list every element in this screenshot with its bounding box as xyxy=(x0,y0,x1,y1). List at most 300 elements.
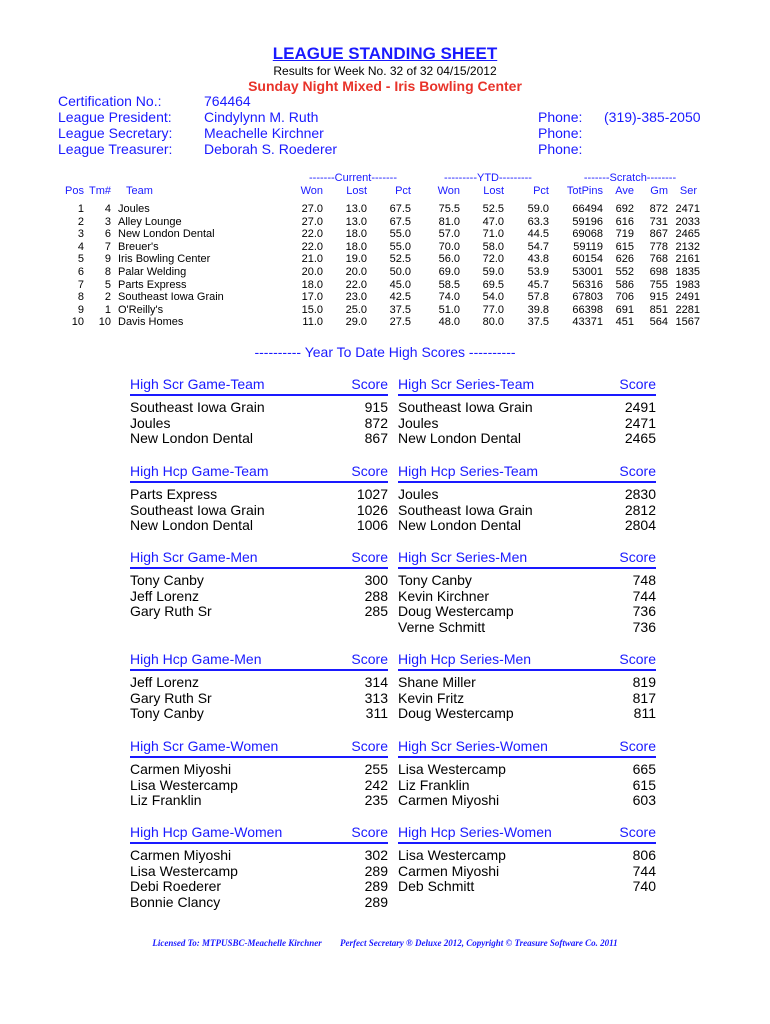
standings-column-header: Lost xyxy=(483,185,504,197)
list-item xyxy=(398,847,656,863)
page-subtitle: Results for Week No. 32 of 32 04/15/2012 xyxy=(273,64,497,78)
section-score-label: Score xyxy=(351,376,388,392)
table-cell: 67.5 xyxy=(389,215,411,228)
score-value: 1027 xyxy=(356,486,388,502)
standings-column-header: TotPins xyxy=(566,185,603,197)
table-cell: 81.0 xyxy=(438,215,460,228)
table-row xyxy=(0,216,770,229)
score-value: 302 xyxy=(364,847,388,863)
bowler-name: Verne Schmitt xyxy=(398,618,486,635)
table-cell: Palar Welding xyxy=(118,266,187,278)
table-cell: 37.5 xyxy=(527,316,549,329)
table-cell: 706 xyxy=(615,291,634,304)
section-score-label: Score xyxy=(619,824,656,840)
table-cell: 58.0 xyxy=(482,240,504,253)
list-item xyxy=(398,486,656,502)
officer-value: Deborah S. Roederer xyxy=(204,141,338,157)
high-score-section xyxy=(398,463,656,533)
bowler-name: Gary Ruth Sr xyxy=(130,603,212,619)
high-score-section xyxy=(130,463,388,533)
list-item xyxy=(130,399,388,415)
bowler-name: Bonnie Clancy xyxy=(130,893,221,910)
list-item xyxy=(130,847,388,863)
table-cell: 59119 xyxy=(573,240,603,253)
list-item xyxy=(130,878,388,894)
score-value: 811 xyxy=(633,705,656,721)
score-value: 817 xyxy=(632,689,656,706)
list-item xyxy=(130,777,388,793)
section-header xyxy=(398,376,656,396)
list-item xyxy=(130,761,388,777)
score-value: 736 xyxy=(632,618,656,635)
table-cell: 755 xyxy=(649,278,668,291)
table-cell: 586 xyxy=(615,278,634,291)
table-cell: 57.0 xyxy=(438,228,460,241)
section-title: High Hcp Series-Men xyxy=(398,651,532,667)
table-cell: 9 xyxy=(77,303,84,316)
table-row xyxy=(0,291,770,304)
score-value: 313 xyxy=(364,689,388,706)
table-cell: 77.0 xyxy=(482,303,504,316)
score-value: 255 xyxy=(364,761,388,777)
section-title: High Hcp Series-Team xyxy=(398,463,539,479)
table-cell: 2 xyxy=(77,215,84,228)
bowler-name: Kevin Kirchner xyxy=(398,587,490,604)
table-cell: 2465 xyxy=(675,228,700,241)
bowler-name: Joules xyxy=(398,414,439,431)
score-value: 285 xyxy=(364,603,388,619)
table-cell: 5 xyxy=(77,253,84,266)
section-score-label: Score xyxy=(619,463,656,479)
table-cell: 7 xyxy=(104,240,111,253)
high-score-section xyxy=(398,549,656,634)
bowler-name: Jeff Lorenz xyxy=(130,587,200,604)
table-cell: 20.0 xyxy=(345,266,367,278)
table-cell: 59196 xyxy=(572,215,603,228)
standings-group-ytd: ---------YTD--------- xyxy=(444,172,532,184)
table-cell: 59.0 xyxy=(527,203,549,215)
bowler-name: New London Dental xyxy=(130,430,253,446)
score-value: 2830 xyxy=(624,486,656,502)
score-value: 300 xyxy=(364,572,388,588)
score-value: 311 xyxy=(365,705,388,721)
list-item xyxy=(130,863,388,879)
table-cell: 48.0 xyxy=(438,316,460,329)
standings-column-header: Won xyxy=(437,185,460,197)
list-item xyxy=(398,674,656,690)
bowler-name: Gary Ruth Sr xyxy=(130,689,212,706)
high-scores-title: ---------- Year To Date High Scores ---------- xyxy=(254,344,516,360)
table-cell: 731 xyxy=(649,215,668,228)
officer-value: 764464 xyxy=(204,93,251,109)
table-cell: 18.0 xyxy=(345,240,367,253)
standings-column-header: Pct xyxy=(533,185,549,197)
table-cell: Alley Lounge xyxy=(118,215,182,228)
list-item xyxy=(398,619,656,635)
table-cell: 552 xyxy=(615,266,634,278)
list-item xyxy=(398,792,656,808)
section-score-label: Score xyxy=(351,738,388,754)
table-cell: 58.5 xyxy=(438,278,460,291)
table-cell: 51.0 xyxy=(438,303,460,316)
list-item xyxy=(398,572,656,588)
standings-column-header: Pct xyxy=(395,185,411,197)
table-cell: 4 xyxy=(77,240,84,253)
table-cell: 615 xyxy=(615,240,634,253)
standings-column-header: Ser xyxy=(679,185,697,197)
bowler-name: Liz Franklin xyxy=(130,792,202,808)
table-cell: Davis Homes xyxy=(118,316,184,329)
table-cell: 616 xyxy=(615,215,634,228)
officer-label: League Treasurer: xyxy=(58,141,173,157)
bowler-name: Carmen Miyoshi xyxy=(398,862,500,879)
table-cell: 2161 xyxy=(675,253,700,266)
section-score-label: Score xyxy=(619,738,656,754)
high-score-section xyxy=(398,738,656,808)
list-item xyxy=(130,486,388,502)
table-cell: 66398 xyxy=(572,303,603,316)
bowler-name: Southeast Iowa Grain xyxy=(130,399,265,415)
table-cell: 13.0 xyxy=(345,203,367,215)
list-item xyxy=(130,415,388,431)
table-cell: 27.0 xyxy=(301,203,323,215)
section-title: High Scr Game-Men xyxy=(130,549,258,565)
table-cell: 19.0 xyxy=(345,253,367,266)
score-value: 2471 xyxy=(624,414,656,431)
table-cell: 56.0 xyxy=(438,253,460,266)
score-value: 1006 xyxy=(356,517,388,533)
list-item xyxy=(130,792,388,808)
section-title: High Scr Game-Women xyxy=(130,738,279,754)
score-value: 744 xyxy=(632,862,656,879)
table-cell: 10 xyxy=(71,316,84,329)
list-item xyxy=(398,502,656,518)
table-cell: 18.0 xyxy=(301,278,323,291)
table-cell: 5 xyxy=(104,278,111,291)
section-score-label: Score xyxy=(619,376,656,392)
table-cell: 39.8 xyxy=(527,303,549,316)
section-title: High Scr Series-Team xyxy=(398,376,535,392)
table-cell: 768 xyxy=(649,253,668,266)
table-cell: 75.5 xyxy=(438,203,460,215)
score-value: 2812 xyxy=(624,501,656,518)
score-value: 736 xyxy=(632,603,656,619)
table-cell: 70.0 xyxy=(438,240,460,253)
bowler-name: Debi Roederer xyxy=(130,878,222,894)
section-score-label: Score xyxy=(351,651,388,667)
bowler-name: Lisa Westercamp xyxy=(398,761,506,777)
table-cell: 10 xyxy=(98,316,111,329)
bowler-name: Southeast Iowa Grain xyxy=(398,399,533,415)
score-value: 289 xyxy=(364,862,388,879)
table-cell: 25.0 xyxy=(345,303,367,316)
list-item xyxy=(130,674,388,690)
table-cell: 21.0 xyxy=(301,253,323,266)
score-value: 289 xyxy=(364,893,388,910)
score-value: 242 xyxy=(364,776,388,793)
table-cell: 6 xyxy=(77,266,84,278)
table-cell: 1 xyxy=(77,203,84,215)
bowler-name: New London Dental xyxy=(398,517,521,533)
section-score-label: Score xyxy=(351,463,388,479)
table-cell: 43.8 xyxy=(527,253,549,266)
table-row xyxy=(0,241,770,254)
table-row xyxy=(0,304,770,317)
table-cell: 57.8 xyxy=(527,291,549,304)
score-value: 806 xyxy=(632,847,656,863)
officer-label: League President: xyxy=(58,109,172,125)
table-cell: Joules xyxy=(118,203,150,215)
high-score-section xyxy=(130,376,388,446)
score-value: 615 xyxy=(632,776,656,793)
section-header xyxy=(130,824,388,844)
table-cell: 60154 xyxy=(572,253,603,266)
officer-label: Certification No.: xyxy=(58,93,162,109)
bowler-name: Tony Canby xyxy=(130,572,204,588)
standings-column-header: Won xyxy=(300,185,323,197)
list-item xyxy=(398,430,656,446)
footer-copyright: Perfect Secretary ® Deluxe 2012, Copyright © Treasure Software Co. 2011 xyxy=(340,938,618,948)
section-header xyxy=(130,738,388,758)
table-cell: 53001 xyxy=(572,266,603,278)
table-cell: 52.5 xyxy=(389,253,411,266)
bowler-name: Southeast Iowa Grain xyxy=(398,501,533,518)
score-value: 740 xyxy=(632,878,656,894)
phone-value: (319)-385-2050 xyxy=(604,109,701,125)
table-cell: 2471 xyxy=(675,203,700,215)
officer-value: Cindylynn M. Ruth xyxy=(204,109,319,125)
section-score-label: Score xyxy=(351,549,388,565)
bowler-name: Southeast Iowa Grain xyxy=(130,501,265,518)
bowler-name: Carmen Miyoshi xyxy=(130,761,232,777)
list-item xyxy=(398,863,656,879)
table-cell: 52.5 xyxy=(482,203,504,215)
table-cell: 80.0 xyxy=(482,316,504,329)
section-header xyxy=(398,738,656,758)
list-item xyxy=(398,690,656,706)
section-header xyxy=(398,824,656,844)
list-item xyxy=(130,517,388,533)
standings-column-header: Team xyxy=(126,185,153,197)
bowler-name: Lisa Westercamp xyxy=(130,862,238,879)
table-cell: 67.5 xyxy=(389,203,411,215)
list-item xyxy=(130,603,388,619)
table-cell: O'Reilly's xyxy=(118,303,164,316)
table-cell: 1835 xyxy=(675,266,700,278)
table-cell: 53.9 xyxy=(527,266,549,278)
section-header xyxy=(130,651,388,671)
table-row xyxy=(0,316,770,329)
table-cell: 45.0 xyxy=(389,278,411,291)
table-cell: Southeast Iowa Grain xyxy=(118,291,224,304)
table-cell: 22.0 xyxy=(345,278,367,291)
table-cell: 719 xyxy=(615,228,634,241)
table-cell: 872 xyxy=(649,203,668,215)
table-cell: 55.0 xyxy=(389,228,411,241)
league-name: Sunday Night Mixed - Iris Bowling Center xyxy=(248,78,522,94)
table-cell: 2491 xyxy=(675,291,700,304)
score-value: 235 xyxy=(364,792,388,808)
table-cell: 778 xyxy=(649,240,668,253)
table-cell: 42.5 xyxy=(389,291,411,304)
section-title: High Scr Series-Men xyxy=(398,549,528,565)
high-score-section xyxy=(130,738,388,808)
table-cell: Iris Bowling Center xyxy=(118,253,211,266)
table-cell: 44.5 xyxy=(527,228,549,241)
table-cell: 9 xyxy=(104,253,111,266)
table-cell: 867 xyxy=(649,228,668,241)
table-row xyxy=(0,266,770,279)
table-cell: 851 xyxy=(649,303,668,316)
section-title: High Scr Series-Women xyxy=(398,738,548,754)
standings-column-header: Gm xyxy=(650,185,668,197)
table-cell: 1567 xyxy=(675,316,700,329)
table-cell: 22.0 xyxy=(301,240,323,253)
officer-label: League Secretary: xyxy=(58,125,173,141)
table-cell: Breuer's xyxy=(118,240,159,253)
standings-column-header: Ave xyxy=(615,185,634,197)
high-score-section xyxy=(130,549,388,619)
table-cell: 72.0 xyxy=(482,253,504,266)
score-value: 1026 xyxy=(356,501,388,518)
bowler-name: New London Dental xyxy=(398,430,521,446)
footer-license: Licensed To: MTPUSBC-Meachelle Kirchner xyxy=(152,938,322,948)
table-cell: 13.0 xyxy=(345,215,367,228)
table-cell: 22.0 xyxy=(301,228,323,241)
high-score-section xyxy=(398,376,656,446)
score-value: 872 xyxy=(364,414,388,431)
officer-value: Meachelle Kirchner xyxy=(204,125,324,141)
section-header xyxy=(398,463,656,483)
table-cell: 2132 xyxy=(675,240,700,253)
table-cell: 43371 xyxy=(572,316,603,329)
section-header xyxy=(130,376,388,396)
score-value: 2491 xyxy=(624,399,656,415)
table-cell: 69068 xyxy=(572,228,603,241)
list-item xyxy=(130,894,388,910)
score-value: 867 xyxy=(364,430,388,446)
high-score-section xyxy=(398,651,656,721)
table-cell: 692 xyxy=(615,203,634,215)
list-item xyxy=(398,603,656,619)
bowler-name: Jeff Lorenz xyxy=(130,674,200,690)
table-cell: 17.0 xyxy=(301,291,323,304)
bowler-name: Doug Westercamp xyxy=(398,603,514,619)
list-item xyxy=(130,705,388,721)
standings-group-current: -------Current------- xyxy=(309,172,397,184)
table-cell: 50.0 xyxy=(389,266,411,278)
high-score-section xyxy=(398,824,656,894)
high-score-section xyxy=(130,824,388,909)
table-cell: 54.0 xyxy=(482,291,504,304)
standings-column-header: Tm# xyxy=(89,185,111,197)
bowler-name: Tony Canby xyxy=(398,572,472,588)
score-value: 2465 xyxy=(624,430,656,446)
bowler-name: Lisa Westercamp xyxy=(130,776,238,793)
bowler-name: Carmen Miyoshi xyxy=(130,847,232,863)
table-cell: 67803 xyxy=(572,291,603,304)
bowler-name: Joules xyxy=(398,486,439,502)
bowler-name: Kevin Fritz xyxy=(398,689,465,706)
bowler-name: Tony Canby xyxy=(130,705,204,721)
table-cell: 6 xyxy=(104,228,111,241)
section-score-label: Score xyxy=(619,651,656,667)
table-cell: 23.0 xyxy=(345,291,367,304)
table-cell: 74.0 xyxy=(438,291,460,304)
table-cell: 2281 xyxy=(675,303,700,316)
bowler-name: Shane Miller xyxy=(398,674,476,690)
table-cell: 691 xyxy=(615,303,634,316)
section-title: High Hcp Game-Men xyxy=(130,651,262,667)
table-cell: 915 xyxy=(649,291,668,304)
table-cell: 8 xyxy=(77,291,84,304)
table-cell: 7 xyxy=(77,278,84,291)
phone-label: Phone: xyxy=(538,125,583,141)
list-item xyxy=(398,705,656,721)
section-score-label: Score xyxy=(619,549,656,565)
table-cell: 698 xyxy=(649,266,668,278)
section-title: High Scr Game-Team xyxy=(130,376,265,392)
table-cell: 63.3 xyxy=(527,215,549,228)
list-item xyxy=(130,430,388,446)
table-cell: 71.0 xyxy=(482,228,504,241)
table-cell: 15.0 xyxy=(301,303,323,316)
score-value: 289 xyxy=(364,878,388,894)
score-value: 819 xyxy=(632,674,656,690)
bowler-name: Liz Franklin xyxy=(398,776,470,793)
table-cell: 18.0 xyxy=(345,228,367,241)
table-cell: 59.0 xyxy=(482,266,504,278)
bowler-name: Parts Express xyxy=(130,486,218,502)
list-item xyxy=(130,572,388,588)
table-cell: 451 xyxy=(615,316,634,329)
table-row xyxy=(0,253,770,266)
bowler-name: New London Dental xyxy=(130,517,253,533)
table-cell: 564 xyxy=(649,316,668,329)
section-header xyxy=(398,651,656,671)
list-item xyxy=(130,502,388,518)
table-cell: 1 xyxy=(104,303,111,316)
table-cell: 1983 xyxy=(675,278,700,291)
bowler-name: Carmen Miyoshi xyxy=(398,792,500,808)
high-score-section xyxy=(130,651,388,721)
table-cell: 69.0 xyxy=(438,266,460,278)
section-header xyxy=(398,549,656,569)
table-cell: 2033 xyxy=(675,215,700,228)
section-title: High Hcp Game-Team xyxy=(130,463,269,479)
list-item xyxy=(398,777,656,793)
table-cell: 11.0 xyxy=(302,316,323,329)
section-title: High Hcp Game-Women xyxy=(130,824,283,840)
list-item xyxy=(398,878,656,894)
phone-label: Phone: xyxy=(538,109,583,125)
table-cell: 27.0 xyxy=(301,215,323,228)
score-value: 2804 xyxy=(624,517,656,533)
score-value: 915 xyxy=(364,399,388,415)
table-cell: 66494 xyxy=(572,203,603,215)
bowler-name: Doug Westercamp xyxy=(398,705,514,721)
phone-label: Phone: xyxy=(538,141,583,157)
table-cell: 56316 xyxy=(572,278,603,291)
list-item xyxy=(130,588,388,604)
section-score-label: Score xyxy=(351,824,388,840)
score-value: 288 xyxy=(364,587,388,604)
table-row xyxy=(0,203,770,216)
list-item xyxy=(398,517,656,533)
table-cell: 8 xyxy=(104,266,111,278)
table-cell: 3 xyxy=(77,228,84,241)
score-value: 603 xyxy=(632,792,656,808)
